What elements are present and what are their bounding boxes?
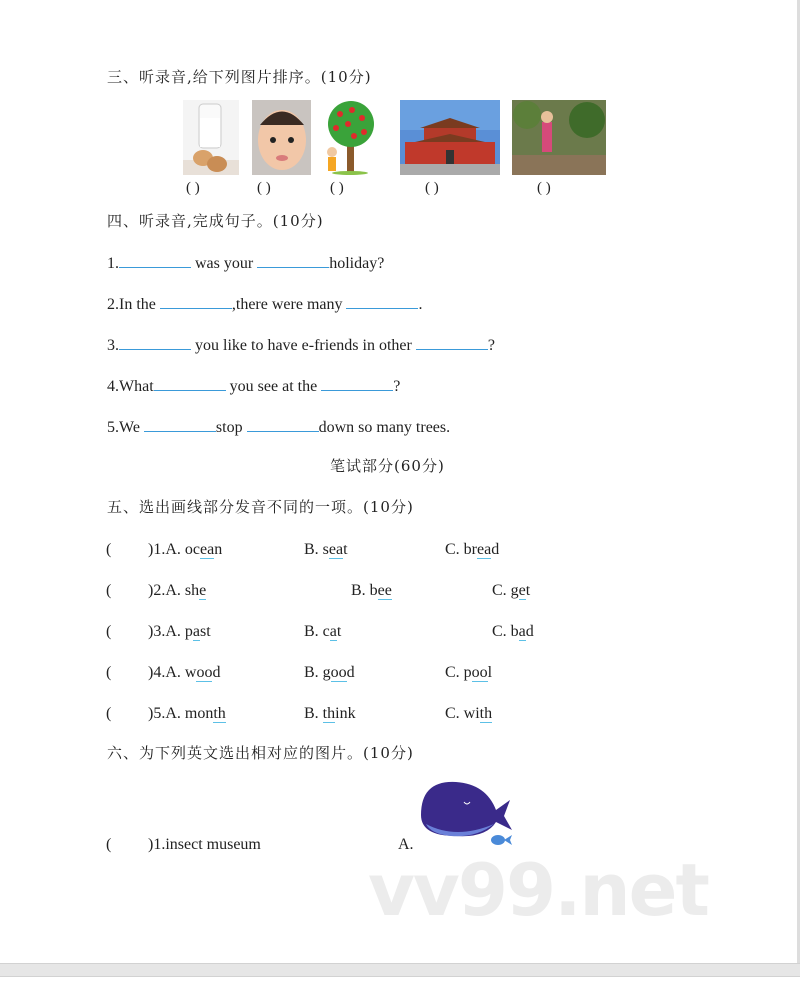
section3-heading: 三、听录音,给下列图片排序。(10分)	[107, 68, 372, 86]
sentence-text: you see at the	[225, 378, 322, 395]
option-a: )3.A. past	[148, 623, 211, 640]
sentence-text: ?	[393, 378, 401, 395]
option-c: C. with	[445, 705, 493, 722]
answer-blank[interactable]	[160, 307, 232, 309]
option-c: C. get	[492, 582, 531, 599]
answer-paren[interactable]: (	[106, 623, 112, 640]
option-a: )5.A. month	[148, 705, 226, 722]
watermark: vv99.net	[368, 848, 708, 932]
answer-blank[interactable]: ( )	[330, 180, 344, 196]
answer-paren[interactable]: (	[106, 836, 112, 853]
sentence	[107, 336, 495, 355]
answer-blank[interactable]	[119, 348, 191, 350]
answer-blank[interactable]	[346, 307, 418, 309]
option-a: )4.A. wood	[148, 664, 221, 681]
written-part-title: 笔试部分(60分)	[330, 457, 445, 475]
sentence-text: you like to have e-friends in other	[191, 337, 416, 354]
apple-tree-picture	[320, 100, 381, 175]
answer-blank[interactable]	[247, 430, 319, 432]
answer-blank[interactable]	[257, 266, 329, 268]
answer-paren[interactable]: (	[106, 705, 112, 722]
section6-heading: 六、为下列英文选出相对应的图片。(10分)	[107, 744, 414, 762]
answer-blank[interactable]	[416, 348, 488, 350]
answer-blank[interactable]: ( )	[186, 180, 200, 196]
option-b: B. seat	[304, 541, 348, 558]
answer-blank[interactable]	[321, 389, 393, 391]
option-c: C. bad	[492, 623, 534, 640]
sentence-text: holiday?	[329, 255, 385, 272]
page-separator	[0, 963, 800, 977]
sentence-text: 4.What	[107, 378, 154, 395]
option-c: C. pool	[445, 664, 493, 681]
sentence-text: down so many trees.	[318, 419, 451, 436]
sentence	[107, 295, 422, 314]
option-label: A.	[398, 836, 414, 853]
baby-picture	[252, 100, 311, 175]
sentence-text: .	[418, 296, 423, 313]
milk-and-eggs-picture	[183, 100, 239, 175]
answer-blank[interactable]: ( )	[537, 180, 551, 196]
answer-blank[interactable]	[144, 430, 216, 432]
sentence-text: 3.	[107, 337, 119, 354]
answer-paren[interactable]: (	[106, 541, 112, 558]
whale-picture	[416, 780, 516, 855]
section5-heading: 五、选出画线部分发音不同的一项。(10分)	[107, 498, 414, 516]
sentence	[107, 377, 400, 396]
option-b: B. think	[304, 705, 356, 722]
answer-blank[interactable]: ( )	[257, 180, 271, 196]
sentence-text: was your	[191, 255, 258, 272]
planting-trees-picture	[512, 100, 606, 175]
answer-blank[interactable]	[154, 389, 226, 391]
option-b: B. bee	[351, 582, 392, 599]
answer-blank[interactable]	[119, 266, 191, 268]
sentence-text: ,there were many	[231, 296, 347, 313]
tiananmen-picture	[400, 100, 500, 175]
option-b: B. cat	[304, 623, 342, 640]
answer-blank[interactable]: ( )	[425, 180, 439, 196]
answer-paren[interactable]: (	[106, 664, 112, 681]
option-b: B. good	[304, 664, 355, 681]
sentence	[107, 418, 450, 437]
option-c: C. bread	[445, 541, 500, 558]
sentence-text: 1.	[107, 255, 119, 272]
sentence	[107, 254, 384, 273]
option-a: )2.A. she	[148, 582, 207, 599]
sentence-text: stop	[215, 419, 247, 436]
sentence-text: ?	[487, 337, 495, 354]
option-a: )1.A. ocean	[148, 541, 223, 558]
matching-item: )1.insect museum	[148, 836, 261, 853]
section4-heading: 四、听录音,完成句子。(10分)	[107, 212, 324, 230]
sentence-text: 5.We	[107, 419, 144, 436]
sentence-text: 2.In the	[107, 296, 160, 313]
answer-paren[interactable]: (	[106, 582, 112, 599]
